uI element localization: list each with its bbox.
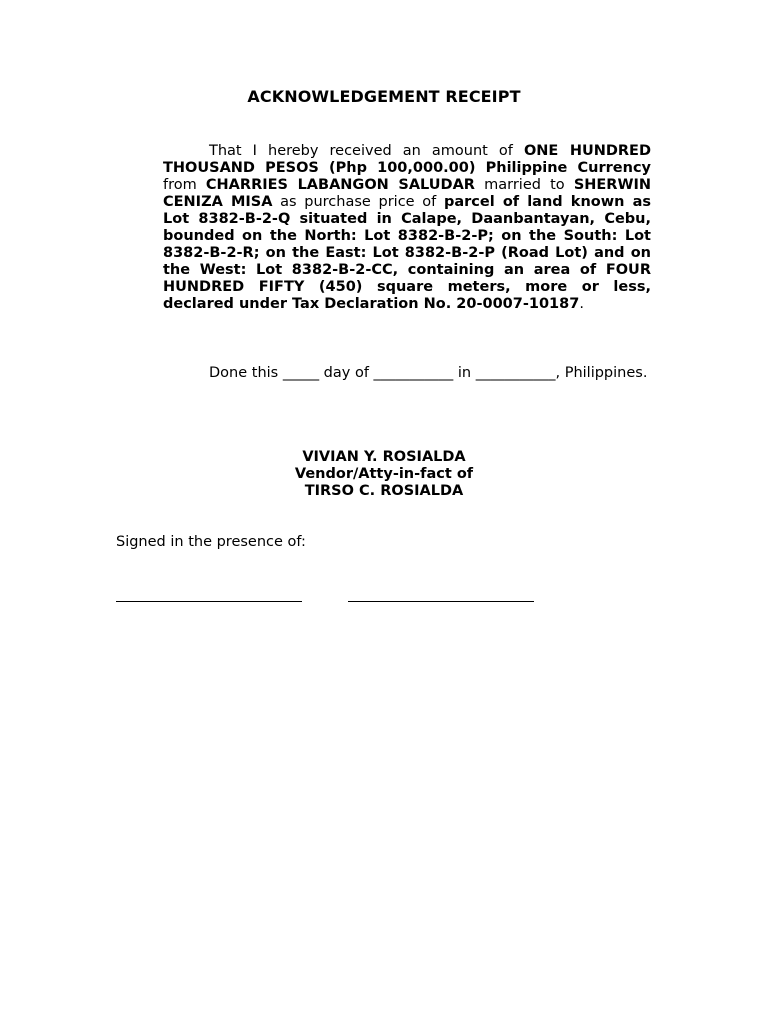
signatory-role: Vendor/Atty-in-fact of <box>294 466 474 482</box>
para1-text-1: That I hereby received an amount of <box>209 143 524 159</box>
signatory-principal: TIRSO C. ROSIALDA <box>304 483 464 499</box>
signatory-name: VIVIAN Y. ROSIALDA <box>302 449 466 465</box>
buyer-name: CHARRIES LABANGON SALUDAR <box>205 177 475 193</box>
witness-signature-line-1 <box>116 601 302 602</box>
para1-text-4: as purchase price of <box>272 194 444 210</box>
done-this-paragraph <box>163 365 651 382</box>
witness-label: Signed in the presence of: <box>116 534 306 550</box>
property-description: parcel of land known as Lot 8382-B-2-Q situated in Calape, Daanbantayan, Cebu, bounded on the North: Lot 8382-B-2-P; on the South: Lot 8382-B-2-R; on the East: Lot 8382-B-2-P (Road Lot) and on the West: Lot 8382-B-2-CC, containing an area of FOUR HUNDRED FIFTY (450) square meters, more or less, declared under Tax Declaration No. 20-0007-10187 <box>163 194 651 312</box>
receipt-paragraph <box>163 143 651 313</box>
spouse-name: SHERWIN CENIZA MISA <box>163 177 652 210</box>
amount-words: ONE HUNDRED THOUSAND PESOS (Php 100,000.00) Philippine Currency <box>163 143 652 176</box>
document-title: ACKNOWLEDGEMENT RECEIPT <box>247 87 521 106</box>
para1-text-2: from <box>163 177 206 193</box>
para1-text-5: . <box>579 296 584 312</box>
signatory-block <box>0 449 768 500</box>
done-this-text: Done this _____ day of ___________ in ___________, Philippines. <box>209 365 648 381</box>
witness-signature-line-2 <box>348 601 534 602</box>
para1-text-3: married to <box>474 177 574 193</box>
